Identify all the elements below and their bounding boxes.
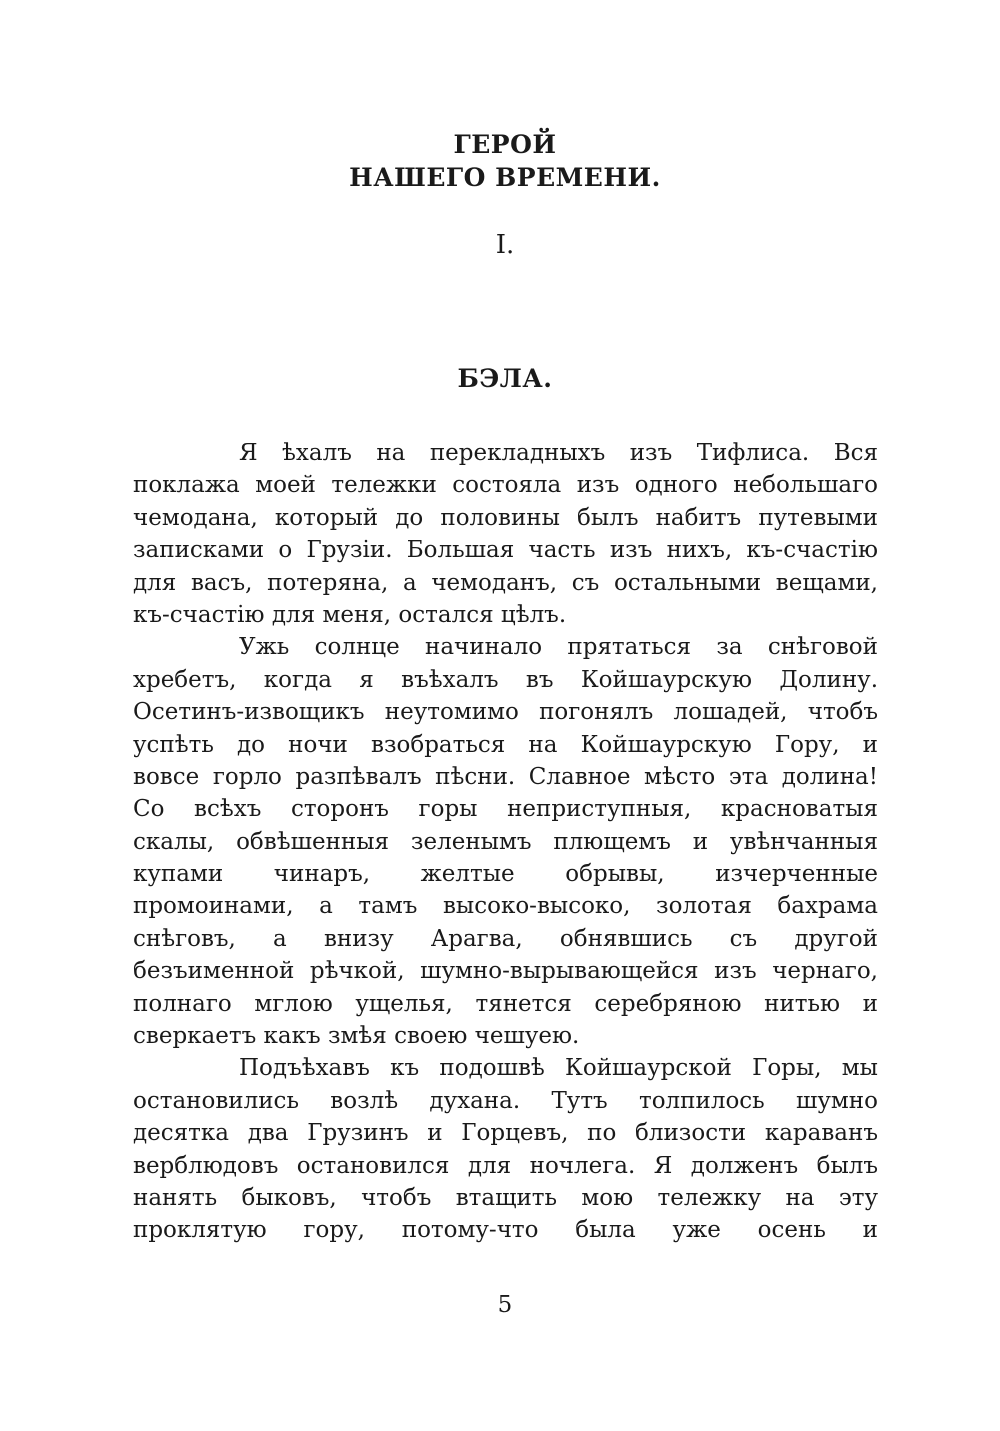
text-line: поклажа моей тележки состояла изъ одного небольшаго: [133, 472, 878, 499]
paragraph-1: [133, 437, 878, 631]
page-number: 5: [497, 1292, 513, 1318]
text-line: полнаго мглою ущелья, тянется серебряною нитью и: [133, 990, 878, 1017]
text-line: Со всѣхъ сторонъ горы неприступныя, красноватыя: [133, 796, 878, 823]
text-line: хребетъ, когда я въѣхалъ въ Койшаурскую Долину.: [133, 666, 878, 693]
text-line: десятка два Грузинъ и Горцевъ, по близости караванъ: [133, 1120, 878, 1147]
part-number: I.: [495, 230, 515, 260]
text-line: купами чинаръ, желтые обрывы, изчерченные: [133, 861, 878, 888]
text-line: проклятую гору, потому-что была уже осень и: [133, 1217, 878, 1244]
text-line: Я ѣхалъ на перекладныхъ изъ Тифлиса. Вся: [239, 440, 878, 466]
text-line: верблюдовъ остановился для ночлега. Я долженъ былъ: [133, 1152, 878, 1179]
text-line: сверкаетъ какъ змѣя своею чешуею.: [133, 1023, 580, 1050]
text-line: Осетинъ-извощикъ неутомимо погонялъ лошадей, чтобъ: [133, 699, 878, 726]
text-line: Ужь солнце начинало прятаться за снѣговой: [239, 634, 878, 661]
paragraph-2: [133, 631, 878, 1052]
book-title-line-2: НАШЕГО ВРЕМЕНИ.: [349, 163, 661, 192]
text-line: остановились возлѣ духана. Тутъ толпилось шумно: [133, 1087, 878, 1114]
book-title-line-1: ГЕРОЙ: [453, 130, 557, 159]
text-line: записками о Грузіи. Большая часть изъ нихъ, къ-счастію: [133, 537, 878, 564]
text-line: вовсе горло разпѣвалъ пѣсни. Славное мѣсто эта долина!: [133, 763, 878, 790]
text-line: скалы, обвѣшенныя зеленымъ плющемъ и увѣнчанныя: [133, 828, 878, 855]
text-line: безъименной рѣчкой, шумно-вырывающейся изъ чернаго,: [133, 958, 878, 985]
text-line: для васъ, потеряна, а чемоданъ, съ остальными вещами,: [133, 569, 878, 596]
text-body: [133, 437, 878, 1247]
text-line: снѣговъ, а внизу Арагва, обнявшись съ другой: [133, 925, 878, 952]
text-line: чемодана, который до половины былъ набитъ путевыми: [133, 504, 878, 531]
text-line: Подъѣхавъ къ подошвѣ Койшаурской Горы, мы: [239, 1055, 878, 1082]
book-title: [0, 128, 1000, 194]
text-line: промоинами, а тамъ высоко-высоко, золотая бахрама: [133, 893, 878, 920]
text-line: нанять быковъ, чтобъ втащить мою тележку на эту: [133, 1184, 878, 1211]
paragraph-3: [133, 1052, 878, 1246]
text-line: успѣть до ночи взобраться на Койшаурскую Гору, и: [133, 731, 878, 758]
text-line: къ-счастію для меня, остался цѣлъ.: [133, 601, 567, 628]
chapter-title: БЭЛА.: [457, 364, 553, 393]
